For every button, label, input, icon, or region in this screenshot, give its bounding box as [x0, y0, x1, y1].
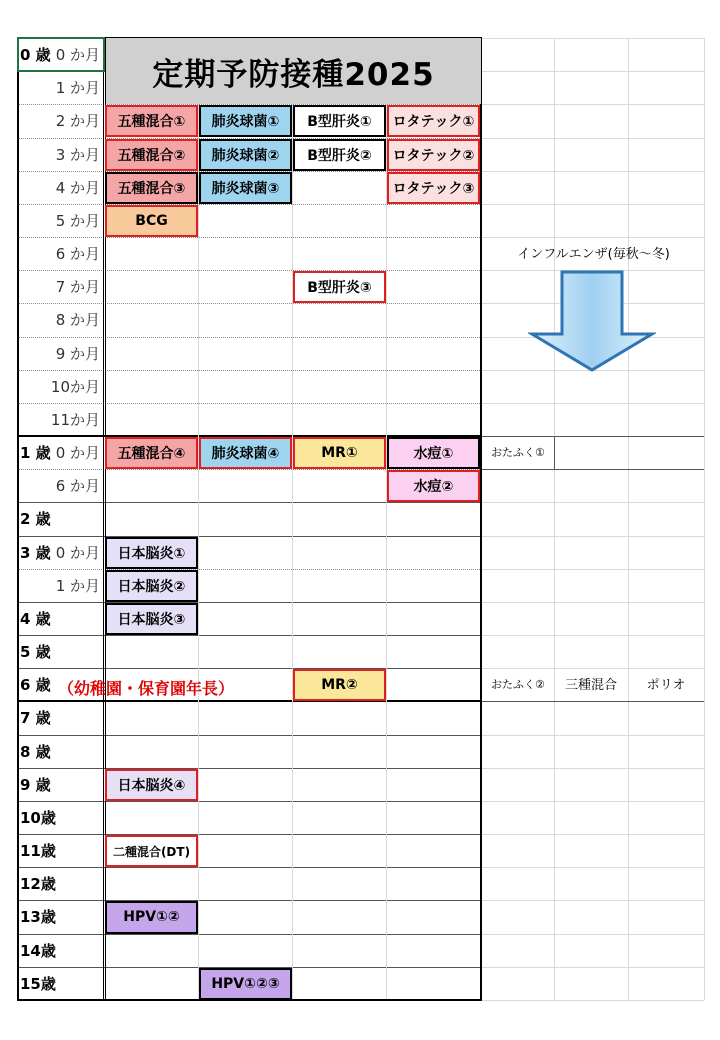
grid-line [480, 138, 704, 139]
grid-line [480, 502, 704, 503]
vaccine-cell[interactable]: B型肝炎① [293, 105, 386, 137]
grid-line [17, 37, 19, 1001]
age-row-label [20, 502, 104, 535]
age-row-label [20, 436, 104, 469]
age-text: 8 歳 [20, 742, 51, 761]
grid-line [480, 403, 704, 404]
month-text: 11か月 [50, 410, 100, 429]
grid-line [628, 38, 629, 1000]
age-row-label [20, 171, 104, 204]
age-row-label [20, 801, 104, 834]
age-row-label [20, 204, 104, 237]
grid-line [554, 436, 555, 469]
grid-line [480, 171, 704, 172]
vaccine-cell[interactable]: B型肝炎③ [293, 271, 386, 303]
vaccine-cell[interactable]: HPV①②③ [199, 968, 292, 1000]
vaccine-cell[interactable]: ロタテック③ [387, 172, 480, 204]
age-row-label [20, 138, 104, 171]
month-text: 6 か月 [55, 245, 100, 264]
grid-line [554, 38, 555, 1000]
grid-line [480, 536, 704, 537]
grid-line [480, 1000, 704, 1001]
age-text: 6 歳 [20, 676, 51, 695]
month-text: 1 か月 [55, 576, 100, 595]
vaccine-cell[interactable]: B型肝炎② [293, 139, 386, 171]
grid-line [480, 834, 704, 835]
month-text: 10か月 [50, 377, 100, 396]
vaccine-cell[interactable]: MR① [293, 437, 386, 469]
age-row-label [20, 569, 104, 602]
age-row-label [20, 867, 104, 900]
age-row-label [20, 270, 104, 303]
month-text: 2 か月 [55, 112, 100, 131]
vaccine-cell[interactable]: 日本脳炎① [105, 537, 198, 569]
age-row-label [20, 967, 104, 1000]
age-text: 2 歳 [20, 510, 51, 529]
vaccine-cell[interactable]: 五種混合④ [105, 437, 198, 469]
vaccine-cell[interactable]: 水痘② [387, 470, 480, 502]
grid-line [480, 900, 704, 901]
month-text: 0 か月 [55, 444, 100, 463]
grid-line [480, 967, 704, 968]
age-text: 11歳 [20, 842, 56, 861]
polio-note: ポリオ [646, 678, 686, 693]
age-text: 5 歳 [20, 643, 51, 662]
vaccine-cell[interactable]: 五種混合② [105, 139, 198, 171]
vaccine-cell[interactable]: BCG [105, 205, 198, 237]
month-text: 3 か月 [55, 145, 100, 164]
month-text: 8 か月 [55, 311, 100, 330]
grid-line [480, 104, 704, 105]
grid-line [480, 701, 704, 702]
vaccine-cell[interactable]: 日本脳炎④ [105, 769, 198, 801]
grid-line [480, 735, 704, 736]
grid-line [480, 38, 704, 39]
vaccine-cell[interactable]: 肺炎球菌④ [199, 437, 292, 469]
month-text: 9 か月 [55, 344, 100, 363]
month-text: 4 か月 [55, 178, 100, 197]
age-text: 12歳 [20, 875, 56, 894]
vaccine-cell[interactable]: ロタテック② [387, 139, 480, 171]
grid-line [480, 37, 482, 1001]
vaccine-cell[interactable]: 水痘① [387, 437, 480, 469]
grid-line [704, 38, 705, 1000]
mumps-2-note: おたふく② [491, 677, 545, 691]
month-text: 6 か月 [55, 477, 100, 496]
age-text: 3 歳 [20, 543, 51, 562]
vaccine-cell[interactable]: ロタテック① [387, 105, 480, 137]
age-text: 15歳 [20, 974, 56, 993]
age-row-label [20, 701, 104, 734]
grid-line [480, 71, 704, 72]
vaccine-cell[interactable]: 日本脳炎③ [105, 603, 198, 635]
age-row-label [20, 71, 104, 104]
age-row-label [20, 602, 104, 635]
vaccine-cell[interactable]: 五種混合③ [105, 172, 198, 204]
vaccine-cell[interactable]: 日本脳炎② [105, 570, 198, 602]
age-row-label [20, 337, 104, 370]
vaccine-cell[interactable]: MR② [293, 669, 386, 701]
grid-line [386, 104, 387, 1000]
mumps-1-note: おたふく① [491, 445, 545, 459]
age-row-label [20, 469, 104, 502]
grid-line [480, 934, 704, 935]
age-row-label [20, 934, 104, 967]
grid-line [480, 768, 704, 769]
age-row-label [20, 237, 104, 270]
grid-line [480, 801, 704, 802]
age-row-label [20, 834, 104, 867]
age-row-label [20, 303, 104, 336]
vaccine-cell[interactable]: 二種混合(DT) [105, 835, 198, 867]
month-text: 7 か月 [55, 278, 100, 297]
age-text: 9 歳 [20, 775, 51, 794]
month-text: 0 か月 [55, 543, 100, 562]
age-row-label [20, 403, 104, 436]
age-row-label [20, 104, 104, 137]
age-text: 1 歳 [20, 444, 51, 463]
age-row-label [20, 38, 104, 71]
age-text: 4 歳 [20, 609, 51, 628]
grid-line [480, 469, 704, 470]
vaccine-cell[interactable]: 肺炎球菌① [199, 105, 292, 137]
age-row-label [20, 900, 104, 933]
vaccine-cell[interactable]: 肺炎球菌③ [199, 172, 292, 204]
month-text: 0 か月 [55, 46, 100, 64]
down-arrow-icon [528, 270, 656, 374]
grid-line [480, 635, 704, 636]
grid-line [480, 569, 704, 570]
month-text: 5 か月 [55, 211, 100, 230]
age-row-label [20, 536, 104, 569]
grid-line [480, 602, 704, 603]
influenza-note: インフルエンザ(毎秋～冬) [517, 247, 670, 262]
grid-line [292, 104, 293, 1000]
month-text: 1 か月 [55, 79, 100, 98]
age-text: 13歳 [20, 908, 56, 927]
age-text: 14歳 [20, 941, 56, 960]
age-row-label [20, 735, 104, 768]
dtp-note: 三種混合 [564, 678, 617, 693]
age-row-label [20, 768, 104, 801]
vaccine-cell[interactable]: 肺炎球菌② [199, 139, 292, 171]
age-text: 7 歳 [20, 709, 51, 728]
kindergarten-note: （幼稚園・保育園年長） [58, 679, 235, 698]
age-row-label [20, 635, 104, 668]
vaccine-cell[interactable]: HPV①② [105, 901, 198, 933]
page-title: 定期予防接種2025 [106, 38, 481, 104]
grid-line [198, 104, 199, 1000]
age-row-label [20, 370, 104, 403]
age-text: 0 歳 [20, 46, 51, 64]
age-text: 10歳 [20, 808, 56, 827]
grid-line [480, 867, 704, 868]
grid-line [480, 204, 704, 205]
vaccine-cell[interactable]: 五種混合① [105, 105, 198, 137]
